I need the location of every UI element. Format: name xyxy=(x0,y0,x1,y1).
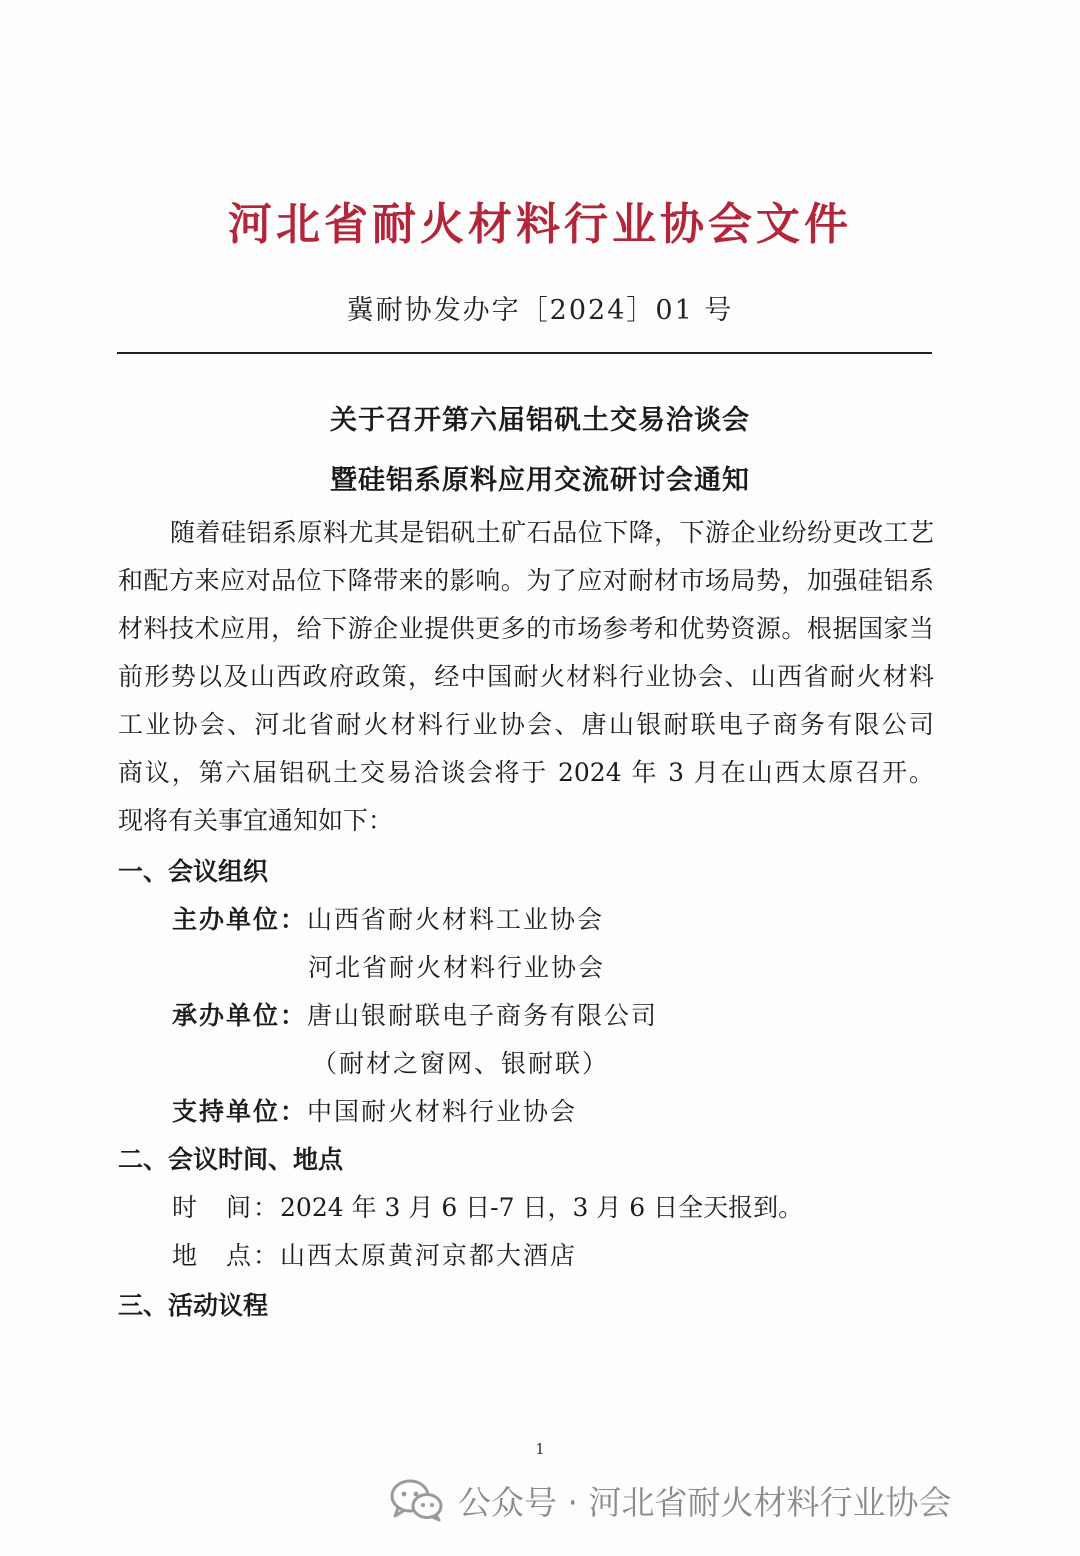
section-1-heading: 一、会议组织 xyxy=(118,857,269,886)
organizer-value-1: 山西省耐火材料工业协会 xyxy=(307,905,605,934)
intro-paragraph-line: 随着硅铝系原料尤其是铝矾土矿石品位下降，下游企业纷纷更改工艺 xyxy=(170,518,934,547)
supporter-label: 支持单位： xyxy=(172,1097,308,1126)
header-divider xyxy=(117,352,932,354)
undertaker-row xyxy=(172,996,658,1032)
place-value: 山西太原黄河京都大酒店 xyxy=(280,1241,578,1270)
wechat-watermark xyxy=(390,1470,951,1530)
intro-paragraph-line: 工业协会、河北省耐火材料行业协会、唐山银耐联电子商务有限公司 xyxy=(118,710,934,739)
undertaker-label: 承办单位： xyxy=(172,1001,308,1030)
organizer-row xyxy=(172,900,604,936)
intro-paragraph-line: 材料技术应用，给下游企业提供更多的市场参考和优势资源。根据国家当 xyxy=(118,614,934,643)
undertaker-note-row xyxy=(312,1044,609,1080)
document-number: 冀耐协发办字［2024］01 号 xyxy=(346,295,734,326)
time-label: 时 间： xyxy=(172,1193,281,1222)
notice-title-line-1: 关于召开第六届铝矾土交易洽谈会 xyxy=(330,405,750,436)
intro-paragraph-line: 和配方来应对品位下降带来的影响。为了应对耐材市场局势，加强硅铝系 xyxy=(118,566,934,595)
organizer-label: 主办单位： xyxy=(172,905,308,934)
place-row xyxy=(172,1236,577,1272)
wechat-icon xyxy=(390,1478,444,1522)
page-number: 1 xyxy=(535,1440,545,1458)
section-2-heading: 二、会议时间、地点 xyxy=(118,1145,344,1174)
intro-paragraph-line: 商议，第六届铝矾土交易洽谈会将于 2024 年 3 月在山西太原召开。 xyxy=(118,758,934,787)
intro-paragraph-line: 现将有关事宜通知如下： xyxy=(118,806,394,835)
time-row xyxy=(172,1188,803,1224)
place-label: 地 点： xyxy=(172,1241,281,1270)
intro-paragraph-line: 前形势以及山西政府政策，经中国耐火材料行业协会、山西省耐火材料 xyxy=(118,662,934,691)
organizer-row-2 xyxy=(308,948,605,984)
time-value: 2024 年 3 月 6 日-7 日，3 月 6 日全天报到。 xyxy=(280,1193,804,1222)
section-3-heading: 三、活动议程 xyxy=(118,1291,269,1320)
supporter-row xyxy=(172,1092,577,1128)
notice-title-line-2: 暨硅铝系原料应用交流研讨会通知 xyxy=(330,465,750,496)
document-header-title: 河北省耐火材料行业协会文件 xyxy=(228,199,852,250)
undertaker-note: （耐材之窗网、银耐联） xyxy=(312,1049,610,1078)
watermark-text: 公众号 · 河北省耐火材料行业协会 xyxy=(458,1482,952,1522)
organizer-value-2: 河北省耐火材料行业协会 xyxy=(308,953,606,982)
supporter-value: 中国耐火材料行业协会 xyxy=(307,1097,578,1126)
undertaker-value: 唐山银耐联电子商务有限公司 xyxy=(307,1001,659,1030)
